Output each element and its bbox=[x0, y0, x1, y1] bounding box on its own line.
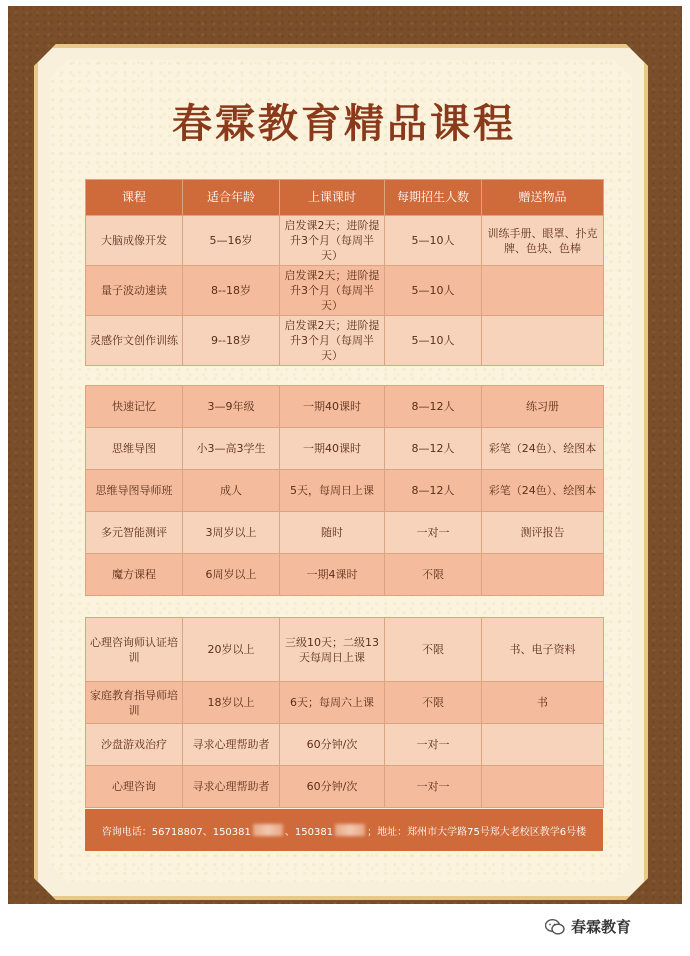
cell-gift: 练习册 bbox=[482, 386, 604, 428]
cell-hours: 启发课2天；进阶提升3个月（每周半天） bbox=[280, 316, 385, 366]
cell-age: 寻求心理帮助者 bbox=[183, 724, 280, 766]
header-gift: 赠送物品 bbox=[482, 180, 604, 216]
cell-hours: 5天，每周日上课 bbox=[280, 470, 385, 512]
cell-gift: 书、电子资料 bbox=[482, 618, 604, 682]
cell-course: 大脑成像开发 bbox=[86, 216, 183, 266]
cell-age: 成人 bbox=[183, 470, 280, 512]
cell-gift: 彩笔（24色）、绘图本 bbox=[482, 428, 604, 470]
cell-hours: 三级10天；二级13天每周日上课 bbox=[280, 618, 385, 682]
table-row bbox=[86, 554, 604, 596]
cell-students: 5—10人 bbox=[385, 266, 482, 316]
cell-gift bbox=[482, 266, 604, 316]
cell-hours: 一期40课时 bbox=[280, 428, 385, 470]
table-row bbox=[86, 618, 604, 682]
table-row bbox=[86, 682, 604, 724]
redacted-digits bbox=[253, 824, 283, 836]
cell-age: 寻求心理帮助者 bbox=[183, 766, 280, 808]
cell-students: 8—12人 bbox=[385, 428, 482, 470]
course-table-1 bbox=[85, 179, 604, 366]
wechat-watermark bbox=[545, 916, 631, 937]
header-age: 适合年龄 bbox=[183, 180, 280, 216]
cell-hours: 启发课2天；进阶提升3个月（每周半天） bbox=[280, 216, 385, 266]
cell-age: 小3—高3学生 bbox=[183, 428, 280, 470]
table-row bbox=[86, 766, 604, 808]
table-row bbox=[86, 216, 604, 266]
wechat-account-name: 春霖教育 bbox=[571, 918, 632, 936]
cell-gift bbox=[482, 724, 604, 766]
cell-gift bbox=[482, 554, 604, 596]
table-row bbox=[86, 386, 604, 428]
wechat-icon bbox=[545, 919, 565, 935]
cell-hours: 6天；每周六上课 bbox=[280, 682, 385, 724]
cell-gift: 训练手册、眼罩、扑克牌、色块、色棒 bbox=[482, 216, 604, 266]
contact-bar bbox=[85, 809, 603, 851]
cell-hours: 一期40课时 bbox=[280, 386, 385, 428]
cell-course: 心理咨询师认证培训 bbox=[86, 618, 183, 682]
cell-students: 不限 bbox=[385, 554, 482, 596]
cell-students: 8—12人 bbox=[385, 386, 482, 428]
table-row bbox=[86, 428, 604, 470]
cell-gift bbox=[482, 766, 604, 808]
cell-students: 8—12人 bbox=[385, 470, 482, 512]
cell-age: 8--18岁 bbox=[183, 266, 280, 316]
cell-gift: 书 bbox=[482, 682, 604, 724]
cell-hours: 60分钟/次 bbox=[280, 766, 385, 808]
cell-course: 灵感作文创作训练 bbox=[86, 316, 183, 366]
cell-gift bbox=[482, 316, 604, 366]
table-row bbox=[86, 316, 604, 366]
cell-age: 3—9年级 bbox=[183, 386, 280, 428]
cell-hours: 启发课2天；进阶提升3个月（每周半天） bbox=[280, 266, 385, 316]
cell-students: 一对一 bbox=[385, 724, 482, 766]
cell-course: 心理咨询 bbox=[86, 766, 183, 808]
table-row bbox=[86, 512, 604, 554]
course-table-3 bbox=[85, 617, 604, 808]
cell-age: 5—16岁 bbox=[183, 216, 280, 266]
table-row bbox=[86, 470, 604, 512]
cell-students: 不限 bbox=[385, 618, 482, 682]
contact-address: ；地址：郑州市大学路75号郑大老校区教学6号楼 bbox=[367, 826, 587, 838]
cell-age: 18岁以上 bbox=[183, 682, 280, 724]
header-hours: 上课课时 bbox=[280, 180, 385, 216]
poster-title: 春霖教育精品课程 bbox=[172, 100, 516, 147]
contact-phone-mid: 、150381 bbox=[284, 826, 334, 838]
cell-hours: 随时 bbox=[280, 512, 385, 554]
cell-hours: 一期4课时 bbox=[280, 554, 385, 596]
cell-students: 5—10人 bbox=[385, 316, 482, 366]
cell-gift: 测评报告 bbox=[482, 512, 604, 554]
table-header-row bbox=[86, 180, 604, 216]
cell-course: 思维导图 bbox=[86, 428, 183, 470]
header-course: 课程 bbox=[86, 180, 183, 216]
cell-gift: 彩笔（24色）、绘图本 bbox=[482, 470, 604, 512]
cell-students: 一对一 bbox=[385, 766, 482, 808]
cell-age: 9--18岁 bbox=[183, 316, 280, 366]
cell-students: 一对一 bbox=[385, 512, 482, 554]
cell-course: 沙盘游戏治疗 bbox=[86, 724, 183, 766]
contact-phone-prefix: 咨询电话：56718807、150381 bbox=[101, 826, 251, 838]
cell-age: 3周岁以上 bbox=[183, 512, 280, 554]
cell-course: 魔方课程 bbox=[86, 554, 183, 596]
cell-age: 6周岁以上 bbox=[183, 554, 280, 596]
cell-course: 家庭教育指导师培训 bbox=[86, 682, 183, 724]
header-students: 每期招生人数 bbox=[385, 180, 482, 216]
cell-students: 不限 bbox=[385, 682, 482, 724]
redacted-digits bbox=[335, 824, 365, 836]
cell-course: 量子波动速读 bbox=[86, 266, 183, 316]
cell-course: 思维导图导师班 bbox=[86, 470, 183, 512]
cell-course: 多元智能测评 bbox=[86, 512, 183, 554]
table-row bbox=[86, 266, 604, 316]
course-table-2 bbox=[85, 385, 604, 596]
cell-students: 5—10人 bbox=[385, 216, 482, 266]
cell-hours: 60分钟/次 bbox=[280, 724, 385, 766]
table-row bbox=[86, 724, 604, 766]
cell-course: 快速记忆 bbox=[86, 386, 183, 428]
cell-age: 20岁以上 bbox=[183, 618, 280, 682]
